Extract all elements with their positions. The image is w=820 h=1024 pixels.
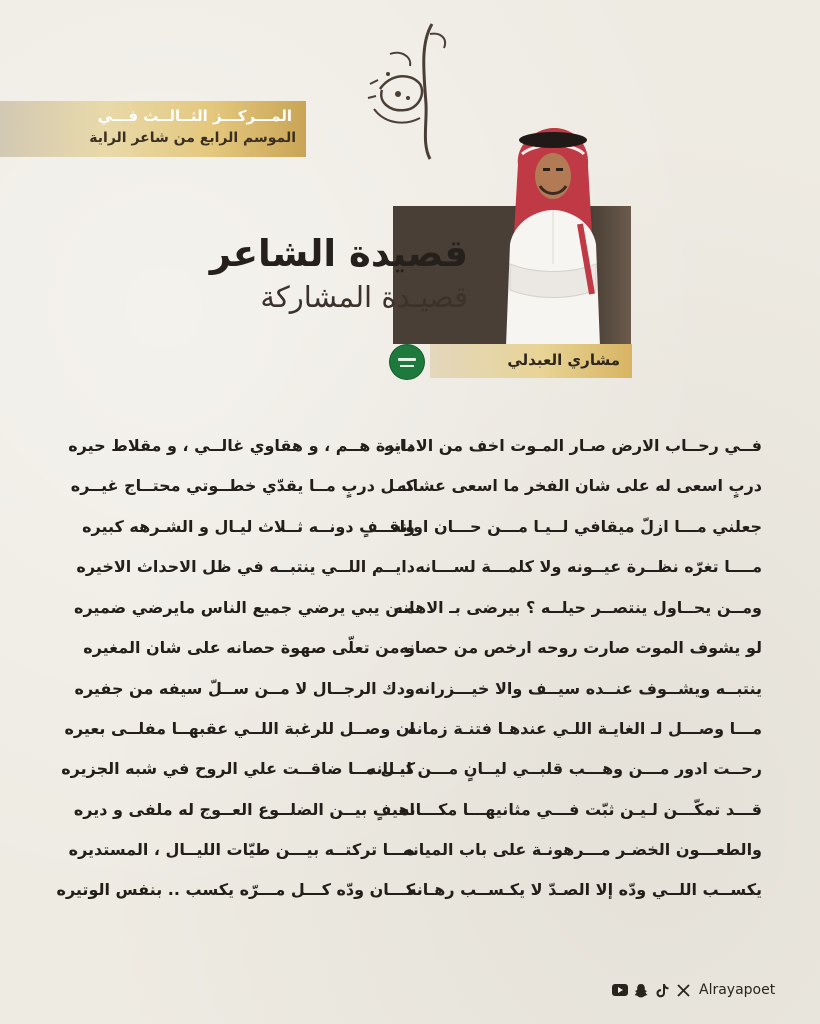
poem-verse [0,557,820,581]
verse-first-half: كــل مــا ضاقــت علي الروح في شبه الجزيره [61,759,415,778]
verse-second-half: رحــت ادور مـــن وهـــب قلبــي ليــانٍ مـــن ليــانه [366,759,762,778]
poet-name-bar [430,344,632,378]
snapchat-icon[interactable] [633,982,649,998]
tiktok-icon[interactable] [654,982,670,998]
verse-first-half: دايرة هــم ، و هقاوي غالــي ، و مقلاط حيره [68,436,415,455]
poem-verse [0,759,820,783]
calligraphy-logo-icon [360,14,460,164]
poem-verse [0,679,820,703]
verse-first-half: دايــم اللــي ينتبــه في ظل الاحداث الاخيره [76,557,415,576]
verse-first-half: مـن يبي يرضي جميع الناس مايرضي ضميره [74,598,415,617]
verse-first-half: ان وصــل للرغبة اللــي عقبهــا مفلــى بعيره [64,719,415,738]
verse-first-half: كـــان ودّه كـــل مـــرّه يكسب .. بنفس الوتيره [56,880,415,899]
page-title: قصيدة الشاعر [209,232,468,275]
poet-portrait [496,124,610,346]
social-handle[interactable]: Alrayapoet [699,982,776,998]
poem-verse [0,880,820,904]
saudi-flag-icon [390,345,424,379]
poem-verse [0,598,820,622]
youtube-icon[interactable] [612,982,628,998]
verse-first-half: مـــا تركتــه بيـــن طيّات الليــال ، المستديره [68,840,415,859]
rank-banner [0,101,306,157]
poem-verse [0,476,820,500]
verse-second-half: جعلني مـــا ازلّ ميقافي لــيـا مـــن حـــان اوانه [391,517,762,536]
verse-second-half: لو يشوف الموت صارت روحه ارخص من حصانه [399,638,762,657]
verse-second-half: مـــا وصـــل لـ الغايـة اللـي عندهـا فتنـة زمانه [406,719,762,738]
verse-second-half: ينتبــه ويشــوف عنــده سيــف والا خيـــزرانه [414,679,762,698]
social-footer [612,979,775,1001]
poet-name: مشاري العبدلي [507,351,620,369]
rank-line-2: الموسم الرابع من شاعر الراية [89,130,296,146]
verse-second-half: يكســب اللــي ودّه إلا الصـدّ لا يكـســب رهـانه [407,880,762,899]
verse-first-half: واقــفٍ دونــه ثــلاث ليـال و الشـرهه كبيره [82,517,415,536]
verse-second-half: قـــد تمكّـــن لـيـن ثبّت فـــي مثانيهـــا مكـــانه [399,800,762,819]
verse-second-half: فــي رحــاب الارض صـار المـوت اخف من الامانه [384,436,762,455]
poem-verse [0,840,820,864]
verse-first-half: اهيفٍ بيــن الضلــوع العــوج له ملفى و ديره [73,800,415,819]
rank-line-1: المـــركـــز الثــالــث فـــي [97,107,292,125]
verse-first-half: ودك الرجــال لا مــن ســلّ سيفه من جفيره [74,679,415,698]
page-subtitle: قصيـدة المشاركة [260,280,468,314]
x-icon[interactable] [675,982,691,998]
verse-second-half: ومــن يحــاول ينتصــر حيلــه ؟ بيرضى بـ الاهانه [393,598,762,617]
verse-second-half: مــــا تغرّه نظــرة عيــونه ولا كلمـــة لســـانه [415,557,762,576]
verse-first-half: و من تعلّى صهوة حصانه على شان المغيره [83,638,415,657]
verse-second-half: والطعـــون الخضـر مـــرهونـة على باب الميانه [403,840,762,859]
poem-verse [0,800,820,824]
poem-verse [0,436,820,460]
poem-verse [0,517,820,541]
poem-verse [0,719,820,743]
verse-first-half: كــل دربٍ مــا يقدّي خطــوتي محتــاج غيــره [70,476,415,495]
shaer-alraya-logo [360,14,460,164]
verse-second-half: دربٍ اسعى له على شان الفخر ما اسعى عشانه [396,476,762,495]
poem-verse [0,638,820,662]
